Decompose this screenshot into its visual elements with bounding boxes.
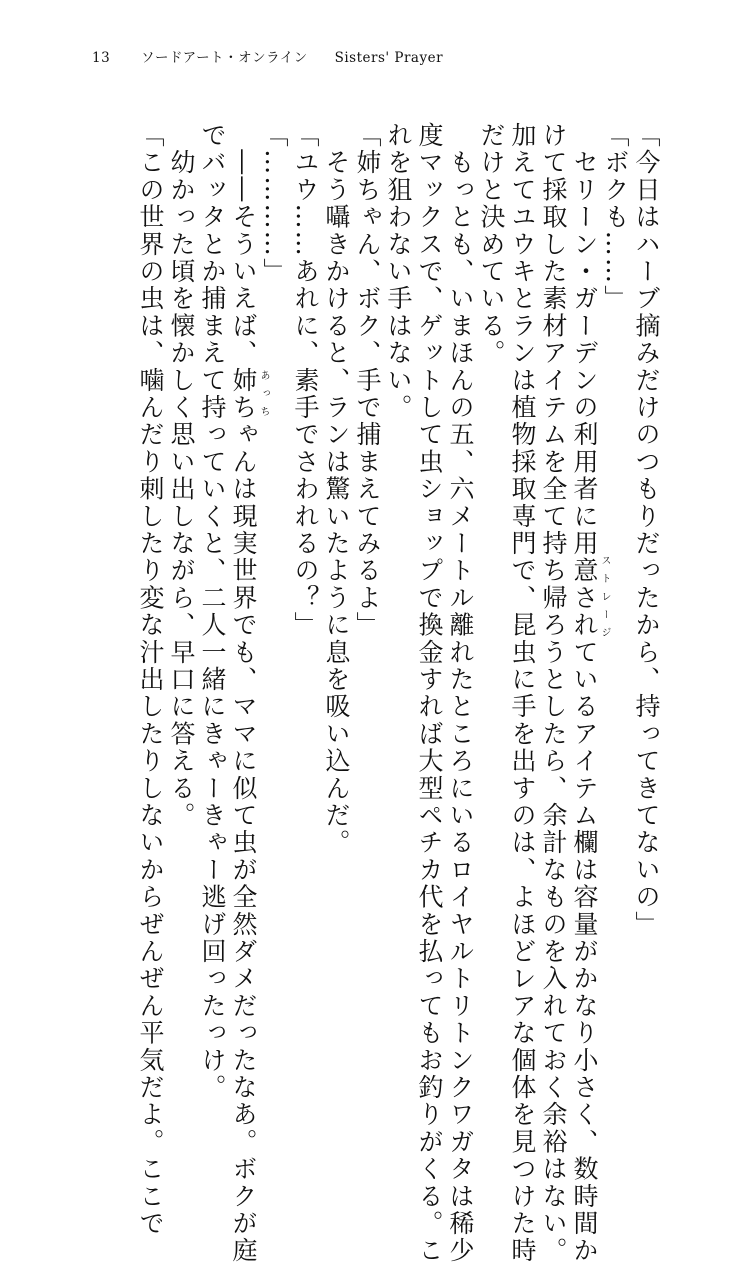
text-line: 「…………」 (260, 122, 289, 286)
text-line: だけと決めている。 (477, 122, 506, 367)
text-line: 「姉ちゃん、ボク、手で捕まえてみるよ」 (353, 122, 382, 639)
series-title: ソードアート・オンライン (140, 50, 308, 66)
text-line: そう囁きかけると、ランは驚いたように息を吸い込んだ。 (322, 122, 351, 857)
text-line: でバッタとか捕まえて持っていくと、二人一緒にきゃーきゃー逃げ回ったっけ。 (198, 122, 227, 1102)
text-line: けて採取した素材アイテムを全て持ち帰ろうとしたら、余計なものを入れておく余裕はない。 (539, 122, 568, 1264)
text-line: ――そういえば、姉ちゃんは現実世界でも、ママに似て虫が全然ダメだったなあ。ボクが庭 (229, 122, 258, 1264)
text-line: 「ボクも……」 (601, 122, 630, 313)
subtitle: Sisters' Prayer (334, 50, 444, 66)
text-line: 「今日はハーブ摘みだけのつもりだったから、持ってきてないの」 (632, 122, 661, 938)
text-line: もっとも、いまほんの五、六メートル離れたところにいるロイヤルトリトンクワガタは稀少 (446, 122, 475, 1264)
text-line: 幼かった頃を懐かしく思い出しながら、早口に答える。 (167, 122, 196, 830)
ruby-storage: ストレージ (599, 555, 610, 645)
text-line: 「ユウ……あれに、素手でさわれるの？」 (291, 122, 320, 639)
page-number: 13 (92, 50, 111, 66)
text-line: 加えてユウキとランは植物採取専門で、昆虫に手を出すのは、よほどレアな個体を見つけた時 (508, 122, 537, 1264)
text-line: れを狙わない手はない。 (384, 122, 413, 422)
text-line: 「この世界の虫は、噛んだり刺したり変な汁出したりしないからぜんぜん平気だよ。ここで (136, 122, 165, 1238)
text-line: セリーン・ガーデンの利用者に用意されているアイテム欄は容量がかなり小さく、数時間か (570, 122, 599, 1264)
running-header (92, 46, 443, 66)
ruby-acchi: あっち (258, 370, 269, 424)
text-line: 度マックスで、ゲットして虫ショップで換金すれば大型ペチカ代を払ってもお釣りがくる。こ (415, 122, 444, 1264)
